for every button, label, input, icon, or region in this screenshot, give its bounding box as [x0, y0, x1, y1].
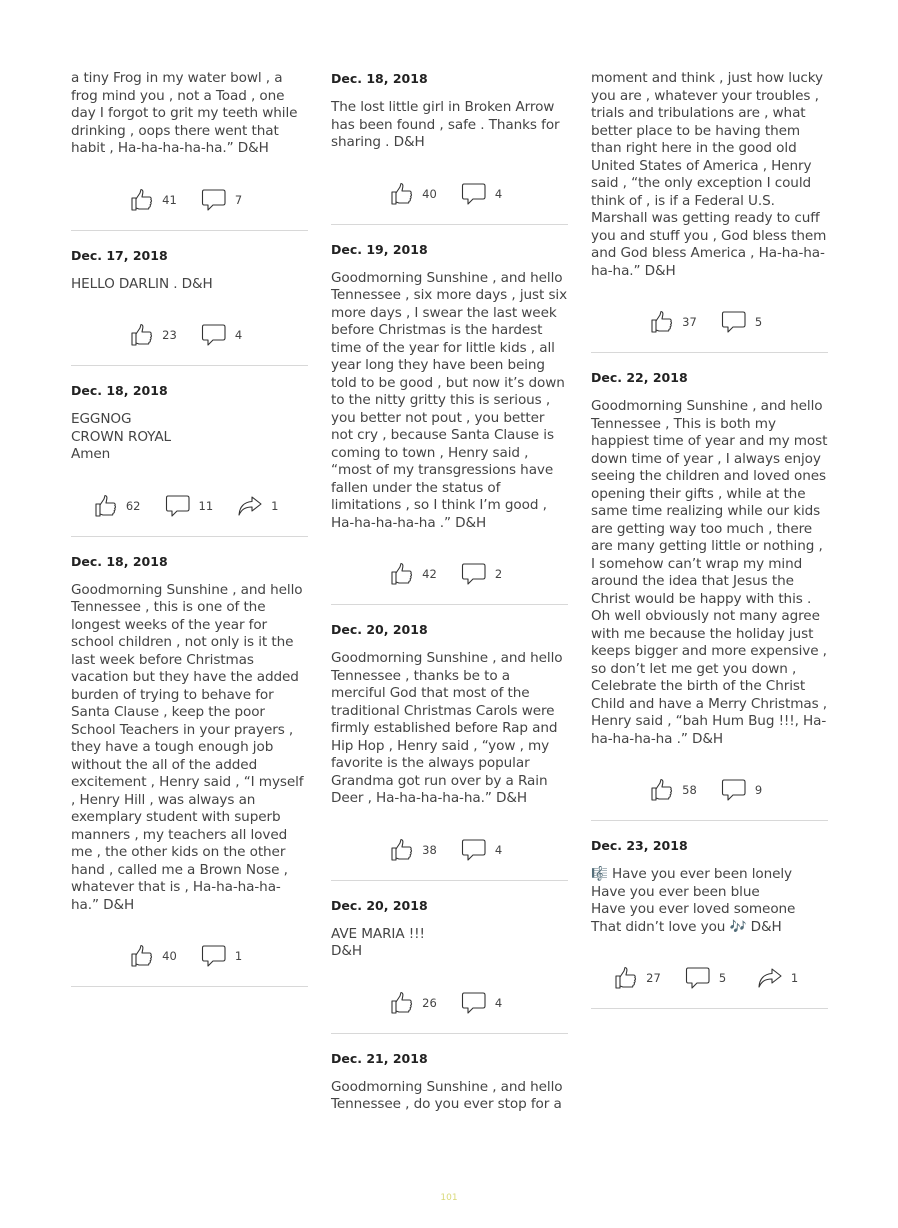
like-button[interactable] — [390, 562, 437, 586]
like-count: 26 — [422, 995, 437, 1010]
post — [71, 553, 308, 988]
speech-bubble-icon — [461, 991, 487, 1015]
post — [331, 70, 568, 225]
comment-button[interactable] — [201, 188, 249, 212]
speech-bubble-icon — [685, 966, 711, 990]
thumbs-up-icon — [650, 310, 674, 334]
like-count: 40 — [162, 949, 177, 963]
post-date: Dec. 21, 2018 — [331, 1050, 428, 1066]
like-count: 40 — [422, 186, 437, 201]
thumbs-up-icon — [390, 562, 414, 586]
post-text: The lost little girl in Broken Arrow has been found , safe . Thanks for sharing . D&H — [331, 99, 560, 150]
like-button[interactable] — [130, 188, 177, 212]
post-text: HELLO DARLIN . D&H — [71, 275, 213, 292]
post-text: moment and think , just how lucky you are , whatever your troubles , trials and tribulations are , what better place to be having them than right here in the good old United States of America , Henry said , “the only exception I could think of , is if a Federal U.S. Marshall was getting ready to cuff you and stuff you , God bless them and God bless America , Ha-ha-ha-ha-ha.” D&H — [591, 70, 827, 279]
post-text: EGGNOG CROWN ROYAL Amen — [71, 411, 171, 462]
like-button[interactable] — [614, 966, 661, 990]
share-arrow-icon — [757, 966, 783, 990]
post-divider — [71, 986, 308, 987]
thumbs-up-icon — [650, 778, 674, 802]
thumbs-up-icon — [390, 991, 414, 1015]
comment-button[interactable] — [201, 323, 249, 347]
speech-bubble-icon — [721, 778, 747, 802]
comment-count: 7 — [234, 192, 243, 207]
post-date: Dec. 20, 2018 — [331, 897, 428, 913]
comment-button[interactable] — [201, 944, 249, 968]
comment-button[interactable] — [461, 838, 509, 862]
post-divider — [331, 604, 568, 605]
share-button[interactable] — [237, 494, 285, 518]
post — [331, 1050, 568, 1114]
like-button[interactable] — [390, 838, 437, 862]
comment-count: 9 — [754, 783, 763, 797]
comment-button[interactable] — [461, 991, 509, 1015]
speech-bubble-icon — [461, 562, 487, 586]
post-text: Goodmorning Sunshine , and hello Tennessee , This is both my happiest time of year and my most down time of year , I always enjoy seeing the children and loved ones opening their gifts , while at the same time realizing while our kids are getting way too much , there are many getting little or nothing , I somehow can’t wrap my mind around the idea that Jesus the Christ would be happy with this . Oh well obviously not many agree with me because the holiday just keeps bigger and more expensive , so don’t let me get you down , Celebrate the birth of the Christ Child and have a Merry Christmas , Henry said , “bah Hum Bug !!!, Ha-ha-ha-ha-ha .” D&H — [591, 398, 828, 747]
post — [331, 241, 568, 606]
post-divider — [591, 1008, 828, 1009]
post-date: Dec. 18, 2018 — [331, 71, 428, 86]
post-text: 🎼 Have you ever been lonely Have you ever been blue Have you ever loved someone That didn’t love you 🎶 D&H — [591, 866, 796, 935]
post-date: Dec. 19, 2018 — [331, 241, 428, 257]
post-divider — [331, 880, 568, 881]
post-actions — [591, 302, 828, 342]
post-date: Dec. 17, 2018 — [71, 247, 168, 263]
thumbs-up-icon — [390, 838, 414, 862]
page-number: 101 — [440, 1193, 458, 1203]
column-left — [71, 70, 308, 1003]
post — [591, 837, 828, 1009]
thumbs-up-icon — [94, 494, 118, 518]
thumbs-up-icon — [130, 188, 154, 212]
share-button[interactable] — [757, 966, 805, 990]
post-actions — [331, 830, 568, 870]
speech-bubble-icon — [461, 838, 487, 862]
like-button[interactable] — [650, 310, 697, 334]
like-button[interactable] — [130, 323, 177, 347]
comment-button[interactable] — [685, 966, 733, 990]
like-button[interactable] — [390, 991, 437, 1015]
comment-button[interactable] — [461, 562, 509, 586]
comment-count: 4 — [234, 328, 243, 342]
post-actions — [331, 554, 568, 594]
post — [591, 70, 828, 353]
post-date: Dec. 18, 2018 — [71, 383, 168, 398]
post-actions — [591, 958, 828, 998]
post-divider — [71, 536, 308, 537]
post-actions — [331, 174, 568, 214]
comment-button[interactable] — [461, 182, 509, 206]
thumbs-up-icon — [390, 182, 414, 206]
like-button[interactable] — [130, 944, 177, 968]
comment-count: 5 — [754, 315, 763, 329]
like-count: 62 — [125, 498, 141, 513]
post — [331, 897, 568, 1034]
post-date: Dec. 23, 2018 — [591, 838, 688, 853]
speech-bubble-icon — [165, 494, 191, 518]
like-count: 23 — [162, 328, 177, 342]
like-button[interactable] — [94, 494, 141, 518]
speech-bubble-icon — [721, 310, 747, 334]
comment-button[interactable] — [165, 494, 214, 518]
thumbs-up-icon — [130, 944, 154, 968]
like-button[interactable] — [390, 182, 437, 206]
post-text: Goodmorning Sunshine , and hello Tennessee , six more days , just six more days , I swear the last week before Christmas is the hardest time of the year for little kids , all year long they have been being told to be good , but now it’s down to the nitty gritty this is serious , you better not pout , you better not cry , because Santa Clause is coming to town , Henry said , “most of my transgressions have fallen under the status of limitations , so I think I’m good , Ha-ha-ha-ha-ha .” D&H — [331, 269, 568, 531]
post — [71, 70, 308, 231]
post-text: AVE MARIA !!! D&H — [331, 925, 425, 959]
like-count: 41 — [162, 192, 177, 207]
post-actions — [591, 770, 828, 810]
like-count: 38 — [422, 842, 437, 857]
post-date: Dec. 22, 2018 — [591, 370, 688, 385]
comment-count: 5 — [718, 971, 727, 985]
comment-count: 1 — [234, 949, 243, 963]
post-text: Goodmorning Sunshine , and hello Tennessee , do you ever stop for a — [331, 1078, 563, 1112]
speech-bubble-icon — [201, 323, 227, 347]
post-divider — [591, 352, 828, 353]
post — [71, 247, 308, 367]
like-count: 27 — [646, 971, 661, 985]
post — [71, 382, 308, 537]
post-divider — [71, 365, 308, 366]
comment-button[interactable] — [721, 778, 769, 802]
comment-count: 4 — [494, 995, 503, 1010]
post-actions — [71, 180, 308, 220]
post-actions — [71, 936, 308, 976]
post-date: Dec. 20, 2018 — [331, 622, 428, 637]
thumbs-up-icon — [614, 966, 638, 990]
post-actions — [71, 315, 308, 355]
post-divider — [331, 224, 568, 225]
post — [331, 621, 568, 881]
post-date: Dec. 18, 2018 — [71, 553, 168, 569]
speech-bubble-icon — [201, 944, 227, 968]
post-divider — [71, 230, 308, 231]
comment-count: 11 — [198, 498, 214, 513]
post-divider — [331, 1033, 568, 1034]
like-count: 58 — [682, 783, 697, 797]
column-middle — [331, 70, 568, 1114]
speech-bubble-icon — [461, 182, 487, 206]
share-count: 1 — [271, 498, 279, 513]
column-right — [591, 70, 828, 1025]
comment-button[interactable] — [721, 310, 769, 334]
comment-count: 4 — [494, 842, 503, 857]
speech-bubble-icon — [201, 188, 227, 212]
like-count: 42 — [422, 567, 437, 581]
share-count: 1 — [790, 971, 799, 985]
share-arrow-icon — [237, 494, 263, 518]
post-actions — [331, 983, 568, 1023]
like-button[interactable] — [650, 778, 697, 802]
thumbs-up-icon — [130, 323, 154, 347]
post-text: Goodmorning Sunshine , and hello Tennessee , thanks be to a merciful God that most of the traditional Christmas Carols were firmly established before Rap and Hip Hop , Henry said , “yow , my favorite is the always popular Grandma got run over by a Rain Deer , Ha-ha-ha-ha-ha.” D&H — [331, 650, 563, 806]
comment-count: 4 — [494, 186, 503, 201]
post-divider — [591, 820, 828, 821]
comment-count: 2 — [494, 567, 503, 581]
post — [591, 369, 828, 821]
like-count: 37 — [682, 315, 697, 329]
post-text: Goodmorning Sunshine , and hello Tennessee , this is one of the longest weeks of the year for school children , not only is it the last week before Christmas vacation but they have the added burden of trying to behave for Santa Clause , keep the poor School Teachers in your prayers , they have a tough enough job without the all of the added excitement , Henry said , “I myself , Henry Hill , was always an exemplary student with superb manners , my teachers all loved me , the other kids on the other hand , called me a Brown Nose , whatever that is , Ha-ha-ha-ha-ha.” D&H — [71, 581, 304, 913]
post-actions — [71, 486, 308, 526]
post-text: a tiny Frog in my water bowl , a frog mind you , not a Toad , one day I forgot to grit my teeth while drinking , oops there went that habit , Ha-ha-ha-ha-ha.” D&H — [71, 70, 298, 156]
